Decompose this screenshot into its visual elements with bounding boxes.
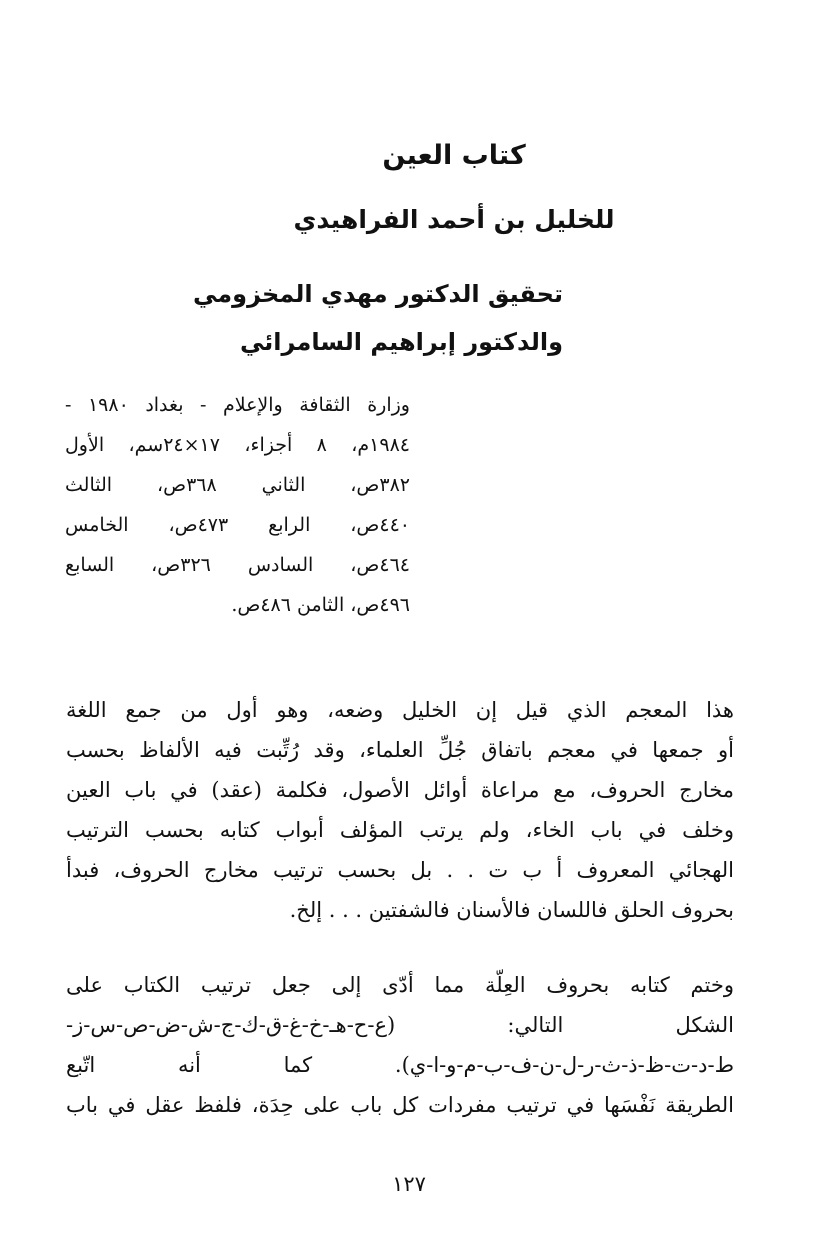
biblio-line: وزارة الثقافة والإعلام - بغداد ١٩٨٠ -: [65, 394, 410, 416]
paragraph-line: هذا المعجم الذي قيل إن الخليل وضعه، وهو أول من جمع اللغة: [66, 698, 734, 722]
paragraph-line: مخارج الحروف، مع مراعاة أوائل الأصول، فكلمة (عقد) في باب العين: [66, 778, 734, 802]
body-paragraph-1: [66, 690, 734, 930]
paragraph-line: الطريقة نَفْسَها في ترتيب مفردات كل باب على حِدَة، فلفظ عقل في باب: [66, 1093, 734, 1117]
paragraph-line: ط-د-ت-ظ-ذ-ث-ر-ل-ن-ف-ب-م-و-ا-ي). كما أنه اتّبع: [66, 1053, 734, 1077]
editor-line: والدكتور إبراهيم السامرائي: [240, 328, 563, 356]
paragraph-line: الهجائي المعروف أ ب ت . . بل بحسب ترتيب مخارج الحروف، فبدأ: [66, 858, 734, 882]
page-number: ١٢٧: [392, 1172, 426, 1196]
biblio-line: ٣٨٢ص، الثاني ٣٦٨ص، الثالث: [65, 474, 410, 496]
paragraph-line: بحروف الحلق فاللسان فالأسنان فالشفتين . . . إلخ.: [289, 898, 734, 922]
biblio-line: ٤٦٤ص، السادس ٣٢٦ص، السابع: [65, 554, 410, 576]
book-author: للخليل بن أحمد الفراهيدي: [293, 205, 615, 234]
biblio-line: ١٩٨٤م، ٨ أجزاء، ١٧×٢٤سم، الأول: [65, 434, 410, 456]
biblio-line: ٤٩٦ص، الثامن ٤٨٦ص.: [231, 594, 410, 616]
paragraph-line: أو جمعها في معجم باتفاق جُلِّ العلماء، وقد رُتِّبت فيه الألفاظ بحسب: [66, 738, 734, 762]
book-editors: [193, 270, 563, 366]
editor-line: تحقيق الدكتور مهدي المخزومي: [193, 280, 563, 308]
paragraph-line: الشكل التالي: (ع-ح-هـ-خ-غ-ق-ك-ج-ش-ض-ص-س-ز-: [66, 1013, 734, 1037]
bibliographic-details: [65, 385, 410, 625]
paragraph-line: وخلف في باب الخاء، ولم يرتب المؤلف أبواب كتابه بحسب الترتيب: [66, 818, 734, 842]
book-title: كتاب العين: [382, 140, 526, 171]
body-paragraph-2: [66, 965, 734, 1125]
paragraph-line: وختم كتابه بحروف العِلّة مما أدّى إلى جعل ترتيب الكتاب على: [66, 973, 734, 997]
biblio-line: ٤٤٠ص، الرابع ٤٧٣ص، الخامس: [65, 514, 410, 536]
